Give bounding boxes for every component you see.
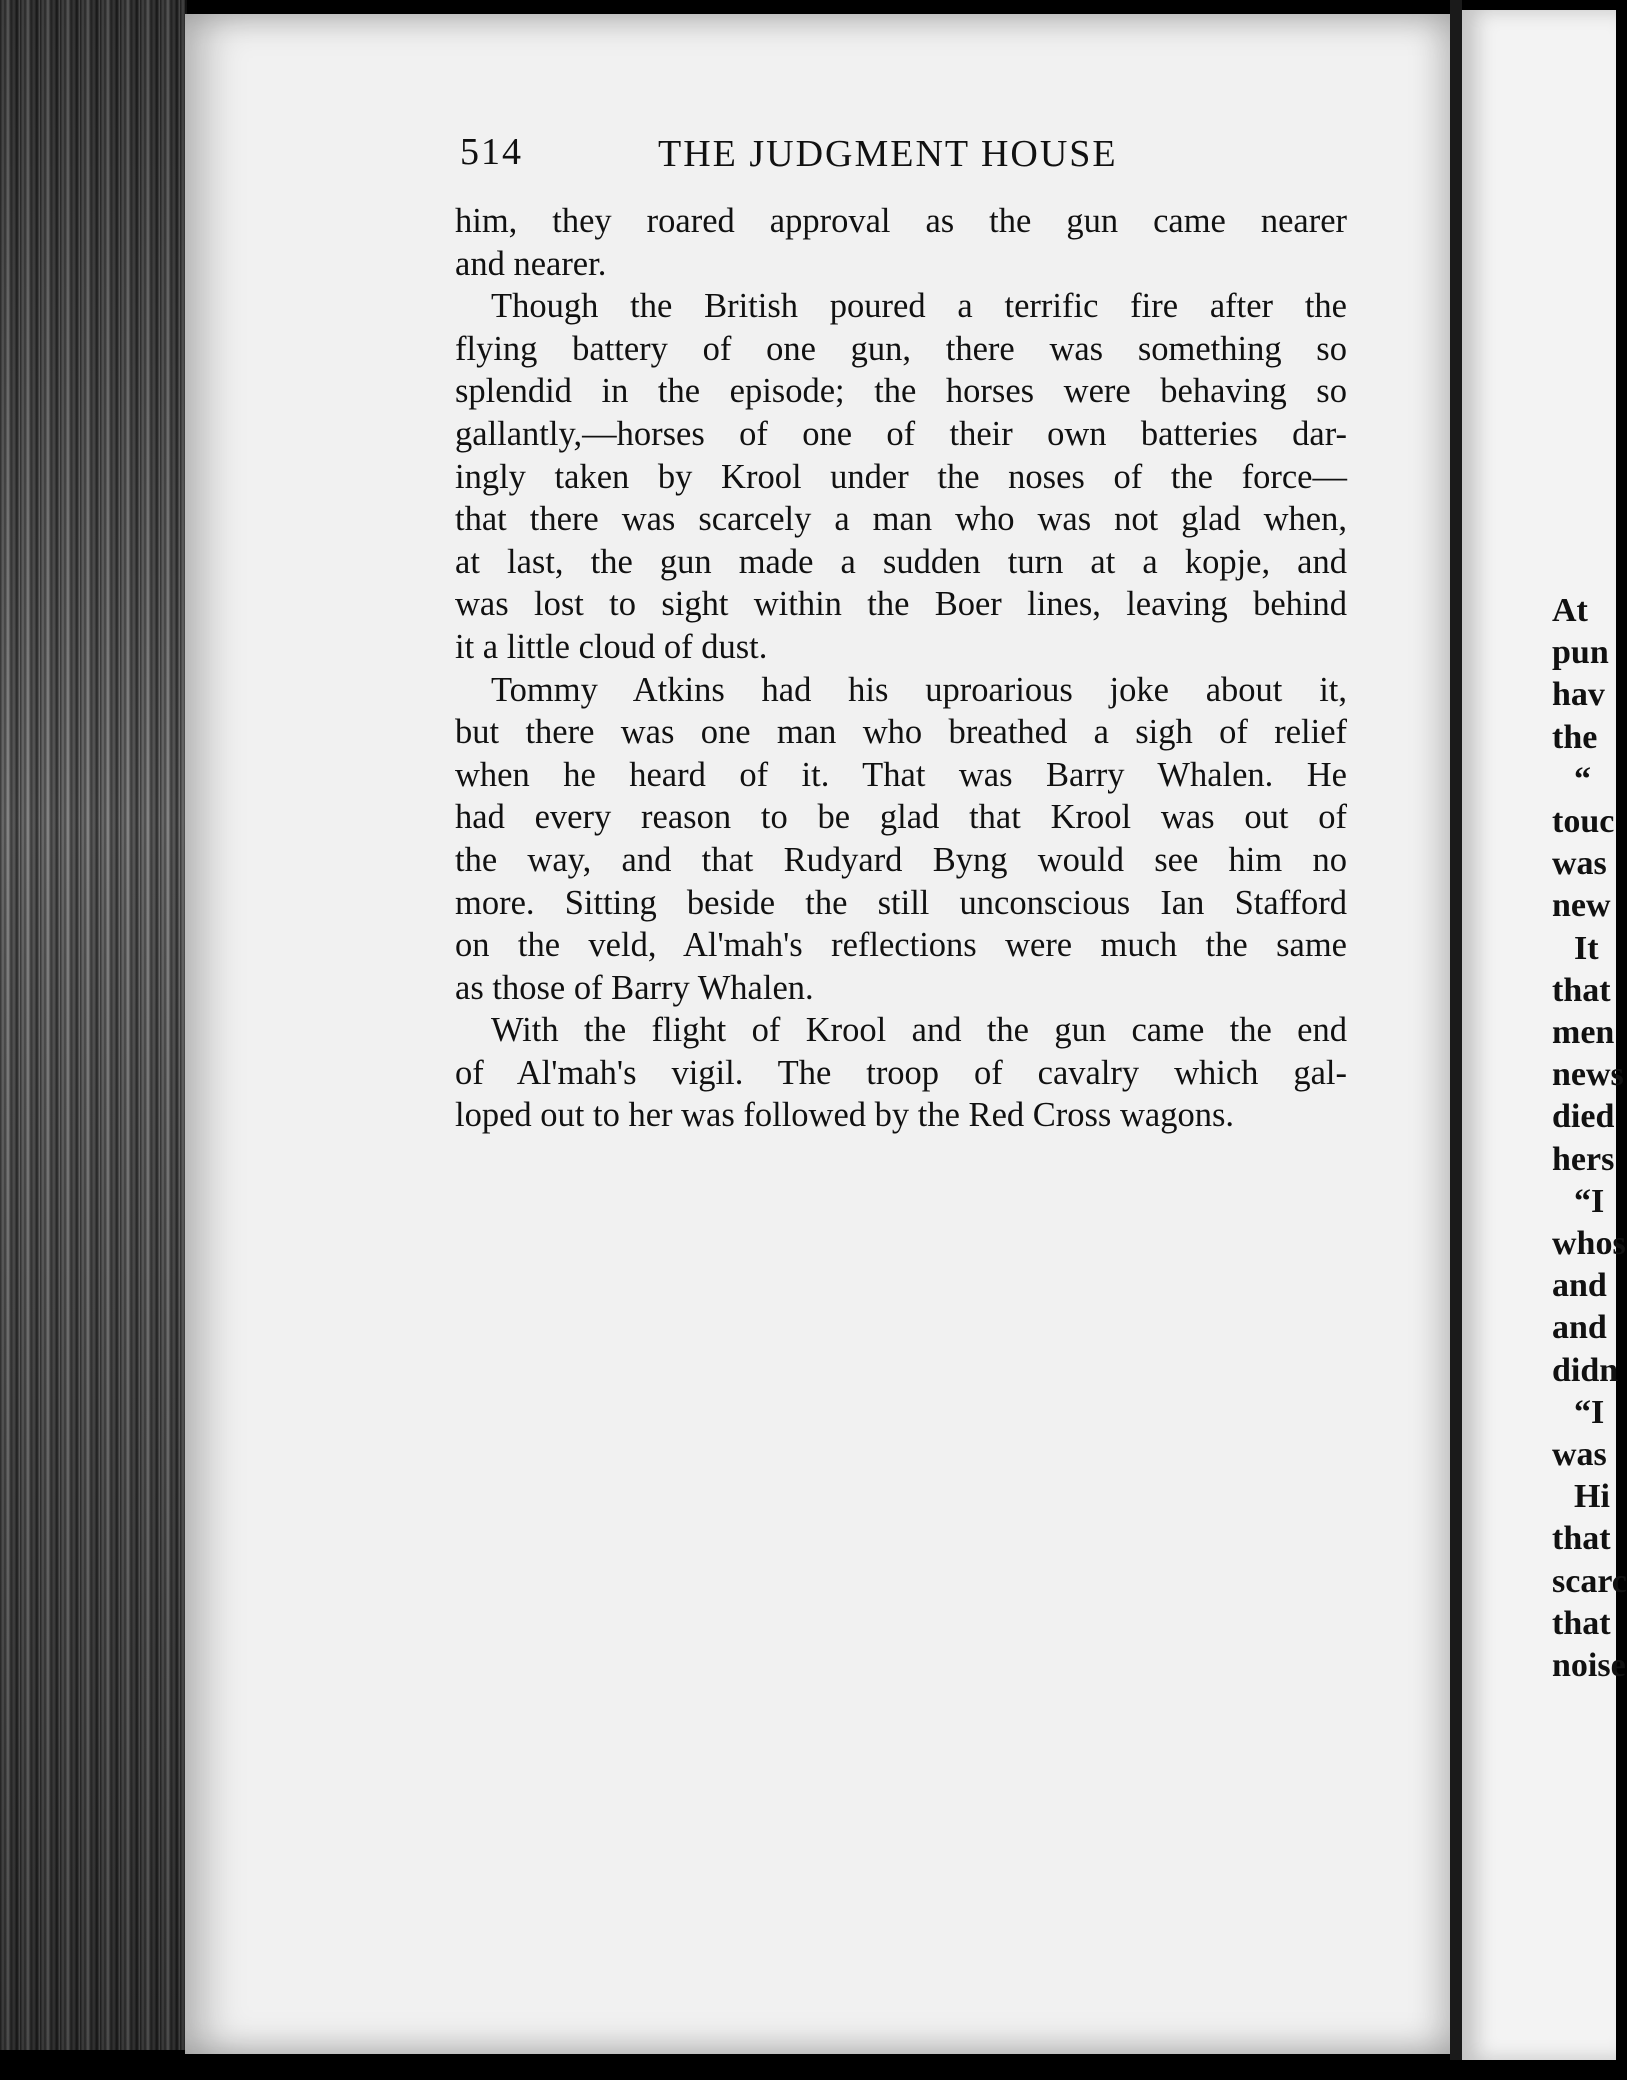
paragraph bbox=[455, 200, 1347, 285]
text-line: that there was scarcely a man who was not glad when, bbox=[455, 500, 1347, 539]
text-line: the way, and that Rudyard Byng would see him no bbox=[455, 840, 1347, 879]
partial-text-line: “I bbox=[1574, 1393, 1605, 1431]
partial-text-line: hav bbox=[1552, 676, 1605, 714]
partial-text-line: and bbox=[1552, 1267, 1607, 1305]
partial-text-line: news bbox=[1552, 1056, 1624, 1094]
partial-text-line: whos bbox=[1552, 1225, 1626, 1263]
partial-text-line: that bbox=[1552, 971, 1611, 1009]
text-line: as those of Barry Whalen. bbox=[455, 968, 814, 1007]
page-number: 514 bbox=[460, 131, 523, 173]
page-header bbox=[460, 130, 1180, 180]
partial-text-line: touc bbox=[1552, 803, 1615, 841]
paragraph bbox=[455, 285, 1347, 668]
text-line: loped out to her was followed by the Red Cross wagons. bbox=[455, 1096, 1235, 1135]
text-line: gallantly,—horses of one of their own batteries dar- bbox=[455, 414, 1347, 453]
paragraph bbox=[455, 1009, 1347, 1137]
partial-text-line: noise bbox=[1552, 1647, 1626, 1685]
text-line: it a little cloud of dust. bbox=[455, 627, 768, 666]
running-title: THE JUDGMENT HOUSE bbox=[658, 133, 1118, 175]
partial-text-line: didn bbox=[1552, 1351, 1619, 1389]
partial-text-line: died bbox=[1552, 1098, 1615, 1136]
partial-text-line: At bbox=[1552, 592, 1588, 629]
text-line: flying battery of one gun, there was something so bbox=[455, 329, 1347, 368]
partial-text-line: new bbox=[1552, 887, 1611, 925]
text-line: had every reason to be glad that Krool was out of bbox=[455, 798, 1347, 837]
text-line: and nearer. bbox=[455, 244, 607, 283]
right-page-partial-text bbox=[1552, 590, 1627, 1687]
partial-text-line: the bbox=[1552, 718, 1598, 756]
partial-text-line: “I bbox=[1574, 1182, 1605, 1220]
partial-text-line: “ bbox=[1574, 760, 1591, 798]
text-line: but there was one man who breathed a sigh of relief bbox=[455, 713, 1347, 752]
text-line: was lost to sight within the Boer lines, leaving behind bbox=[455, 585, 1347, 624]
partial-text-line: hers bbox=[1552, 1140, 1615, 1178]
text-line: when he heard of it. That was Barry Whalen. He bbox=[455, 755, 1347, 794]
partial-text-line: and bbox=[1552, 1309, 1607, 1347]
text-line: With the flight of Krool and the gun came the end bbox=[491, 1011, 1347, 1050]
partial-text-line: It bbox=[1574, 929, 1599, 967]
partial-text-line: pun bbox=[1552, 634, 1609, 672]
partial-text-line: scarc bbox=[1552, 1562, 1627, 1600]
paragraph bbox=[455, 669, 1347, 1010]
partial-text-line: that bbox=[1552, 1520, 1611, 1558]
text-line: on the veld, Al'mah's reflections were much the same bbox=[455, 926, 1347, 965]
text-line: of Al'mah's vigil. The troop of cavalry which gal- bbox=[455, 1053, 1347, 1092]
text-line: ingly taken by Krool under the noses of the force— bbox=[455, 457, 1347, 496]
text-line: more. Sitting beside the still unconscious Ian Stafford bbox=[455, 883, 1347, 922]
text-line: him, they roared approval as the gun came nearer bbox=[455, 202, 1347, 240]
partial-text-line: Hi bbox=[1574, 1478, 1610, 1516]
book-page-edges bbox=[0, 0, 187, 2050]
partial-text-line: was bbox=[1552, 1436, 1607, 1474]
partial-text-line: that bbox=[1552, 1604, 1611, 1642]
partial-text-line: men bbox=[1552, 1014, 1615, 1052]
text-line: Though the British poured a terrific fire after the bbox=[491, 287, 1347, 326]
text-line: at last, the gun made a sudden turn at a kopje, and bbox=[455, 542, 1347, 581]
book-gutter bbox=[1450, 0, 1462, 2060]
partial-text-line: was bbox=[1552, 845, 1607, 883]
text-line: splendid in the episode; the horses were behaving so bbox=[455, 372, 1347, 411]
text-line: Tommy Atkins had his uproarious joke about it, bbox=[491, 670, 1347, 709]
left-page-body-text bbox=[455, 200, 1347, 1137]
